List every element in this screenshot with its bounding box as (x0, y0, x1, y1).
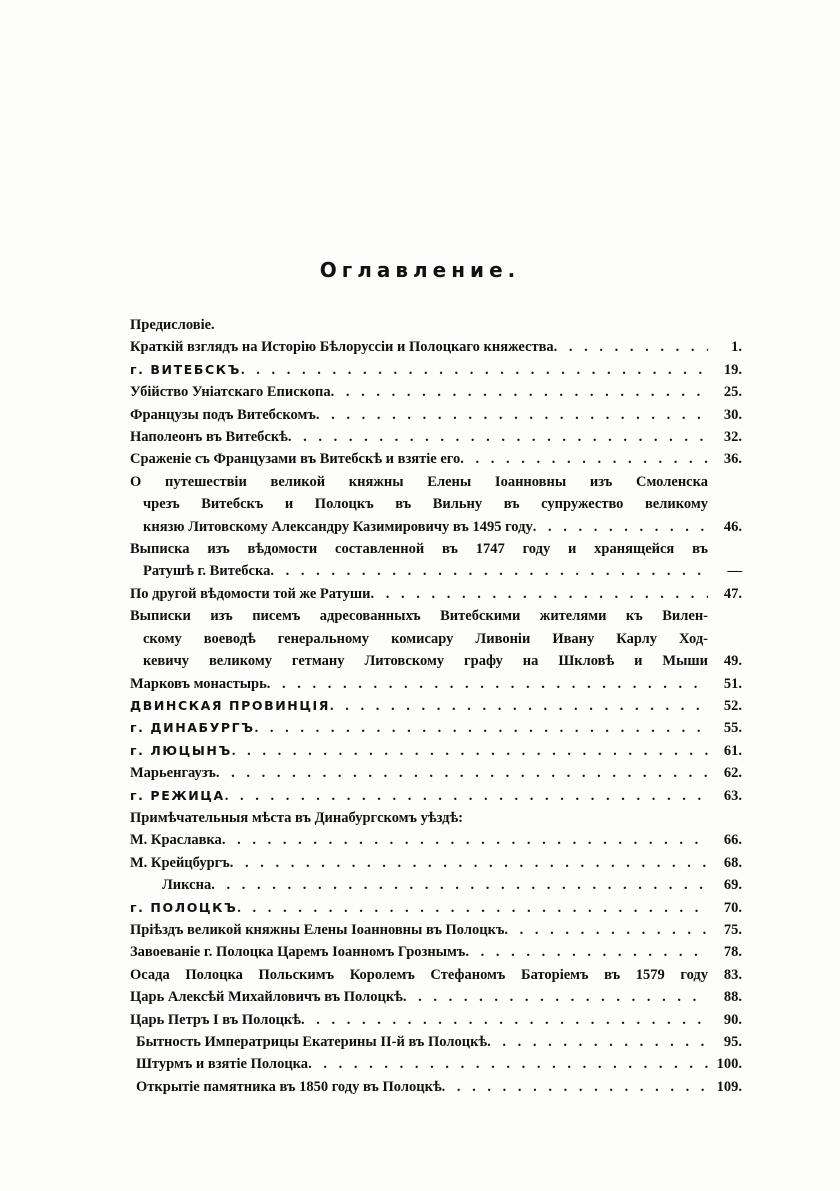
toc-entry-continuation (130, 516, 742, 538)
toc-entry-page: 32. (723, 429, 742, 446)
toc-entry-text: О путешествіи великой княжны Елены Іоанновны изъ Смоленска (130, 473, 708, 490)
toc-entry-text: Выписки изъ писемъ адресованныхъ Витебскими жителями къ Вилен- (130, 608, 708, 625)
toc-entry-multiline (130, 471, 742, 493)
toc-entry-text: Марьенгаузъ (130, 765, 216, 782)
toc-entry-text: Сраженіе съ Французами въ Витебскѣ и взятіе его (130, 451, 461, 468)
toc-entry (130, 1009, 742, 1031)
toc-entry-continuation (130, 628, 742, 650)
toc-entry (130, 448, 742, 470)
toc-entry (130, 583, 742, 605)
toc-entry-page: 52. (723, 697, 742, 714)
toc-entry-text: г. ВИТЕБСКЪ (130, 361, 241, 377)
toc-entry (130, 673, 742, 695)
toc-entry-multiline (130, 538, 742, 560)
toc-entry-text: кевичу великому гетману Литовскому графу на Шкловѣ и Мыши (143, 653, 708, 670)
toc-entry-page: 75. (723, 921, 742, 938)
toc-entry-text: М. Краславка (130, 832, 222, 849)
toc-entry-multiline (130, 605, 742, 627)
toc-entry-preface (130, 314, 742, 336)
toc-entry-page: 47. (723, 585, 742, 602)
toc-entry-text: Царь Алексѣй Михайловичъ въ Полоцкѣ (130, 989, 403, 1006)
table-of-contents (130, 314, 742, 1098)
toc-entry-text: Ратушѣ г. Витебска (143, 563, 271, 580)
toc-entry-page: 83. (723, 966, 742, 983)
toc-entry-page: 63. (723, 787, 742, 804)
toc-entry-page: 46. (723, 518, 742, 535)
toc-entry (130, 336, 742, 358)
toc-entry-page: — (727, 563, 742, 580)
toc-entry-text: Французы подъ Витебскомъ (130, 406, 316, 423)
toc-entry (130, 1053, 742, 1075)
toc-entry-text: По другой вѣдомости той же Ратуши (130, 585, 371, 602)
page-title: Оглавление. (319, 258, 521, 282)
toc-entry-continuation (130, 493, 742, 515)
toc-entry-page: 69. (723, 877, 742, 894)
toc-entry (130, 1076, 742, 1098)
toc-entry-page: 100. (716, 1056, 742, 1073)
toc-entry-text: г. ПОЛОЦКЪ (130, 899, 238, 915)
toc-entry-page: 70. (723, 899, 742, 916)
toc-entry-sub (130, 874, 742, 896)
toc-entry-page: 88. (723, 989, 742, 1006)
toc-entry (130, 986, 742, 1008)
toc-entry-text: М. Крейцбургъ (130, 854, 230, 871)
toc-entry-page: 90. (723, 1011, 742, 1028)
toc-entry-text: ДВИНСКАЯ ПРОВИНЦІЯ (130, 697, 330, 713)
toc-entry-page: 30. (723, 406, 742, 423)
toc-entry-page: 55. (723, 720, 742, 737)
toc-entry-page: 36. (723, 451, 742, 468)
toc-entry-text: Краткій взглядъ на Исторію Бѣлоруссіи и Полоцкаго княжества (130, 339, 554, 356)
toc-entry (130, 852, 742, 874)
toc-entry (130, 762, 742, 784)
toc-entry-text: чрезъ Витебскъ и Полоцкъ въ Вильну въ супружество великому (143, 496, 708, 513)
toc-entry-text: Штурмъ и взятіе Полоцка (136, 1056, 309, 1073)
toc-entry-page: 78. (723, 944, 742, 961)
toc-entry-text: Предисловіе. (130, 317, 215, 333)
toc-entry-continuation (130, 560, 742, 582)
toc-entry (130, 919, 742, 941)
toc-entry-page: 19. (723, 361, 742, 378)
toc-entry-continuation (130, 650, 742, 672)
toc-entry-page: 61. (723, 742, 742, 759)
toc-entry-page: 109. (716, 1078, 742, 1095)
toc-entry-page: 95. (723, 1034, 742, 1050)
toc-entry-page: 1. (731, 339, 742, 356)
toc-entry-text: Царь Петръ I въ Полоцкѣ (130, 1011, 301, 1028)
toc-entry-city (130, 897, 742, 919)
toc-entry-text: Завоеваніе г. Полоцка Царемъ Іоанномъ Грознымъ (130, 944, 466, 961)
toc-entry-text: Ликсна (162, 877, 212, 894)
toc-entry-city (130, 785, 742, 807)
toc-entry (130, 964, 742, 986)
toc-entry-heading (130, 807, 742, 829)
toc-entry-section (130, 695, 742, 717)
toc-entry (130, 404, 742, 426)
toc-entry-page: 51. (723, 675, 742, 692)
toc-entry-page: 49. (723, 653, 742, 670)
toc-entry-text: Примѣчательныя мѣста въ Динабургскомъ уѣздѣ: (130, 809, 464, 826)
toc-entry (130, 941, 742, 963)
toc-entry-text: Марковъ монастырь (130, 675, 267, 692)
toc-entry (130, 1031, 742, 1053)
toc-entry-text: Пріѣздъ великой княжны Елены Іоанновны въ Полоцкъ (130, 921, 505, 938)
toc-entry-text: Бытность Императрицы Екатерины II-й въ Полоцкѣ (136, 1034, 488, 1050)
toc-entry-page: 68. (723, 854, 742, 871)
toc-entry-text: князю Литовскому Александру Казимировичу въ 1495 году (143, 518, 533, 535)
toc-entry-city (130, 717, 742, 739)
toc-entry-city (130, 740, 742, 762)
toc-entry-text: скому воеводѣ генеральному комисару Ливоніи Ивану Карлу Ход- (143, 630, 708, 647)
toc-entry (130, 829, 742, 851)
toc-entry-page: 66. (723, 832, 742, 849)
toc-entry-page: 25. (723, 384, 742, 401)
toc-entry-text: Убійство Уніатскаго Епископа (130, 384, 331, 401)
toc-entry-text: Открытіе памятника въ 1850 году въ Полоцкѣ (136, 1078, 442, 1095)
toc-entry-city (130, 359, 742, 381)
toc-entry (130, 381, 742, 403)
toc-entry-text: Выписка изъ вѣдомости составленной въ 1747 году и хранящейся въ (130, 541, 708, 558)
toc-entry (130, 426, 742, 448)
toc-entry-text: г. РЕЖИЦА (130, 787, 225, 803)
toc-entry-text: г. ДИНАБУРГЪ (130, 720, 255, 736)
toc-entry-page: 62. (723, 765, 742, 782)
toc-entry-text: г. ЛЮЦЫНЪ (130, 742, 232, 758)
toc-entry-text: Осада Полоцка Польскимъ Королемъ Стефаномъ Баторіемъ въ 1579 году (130, 966, 708, 983)
toc-entry-text: Наполеонъ въ Витебскѣ (130, 429, 288, 446)
